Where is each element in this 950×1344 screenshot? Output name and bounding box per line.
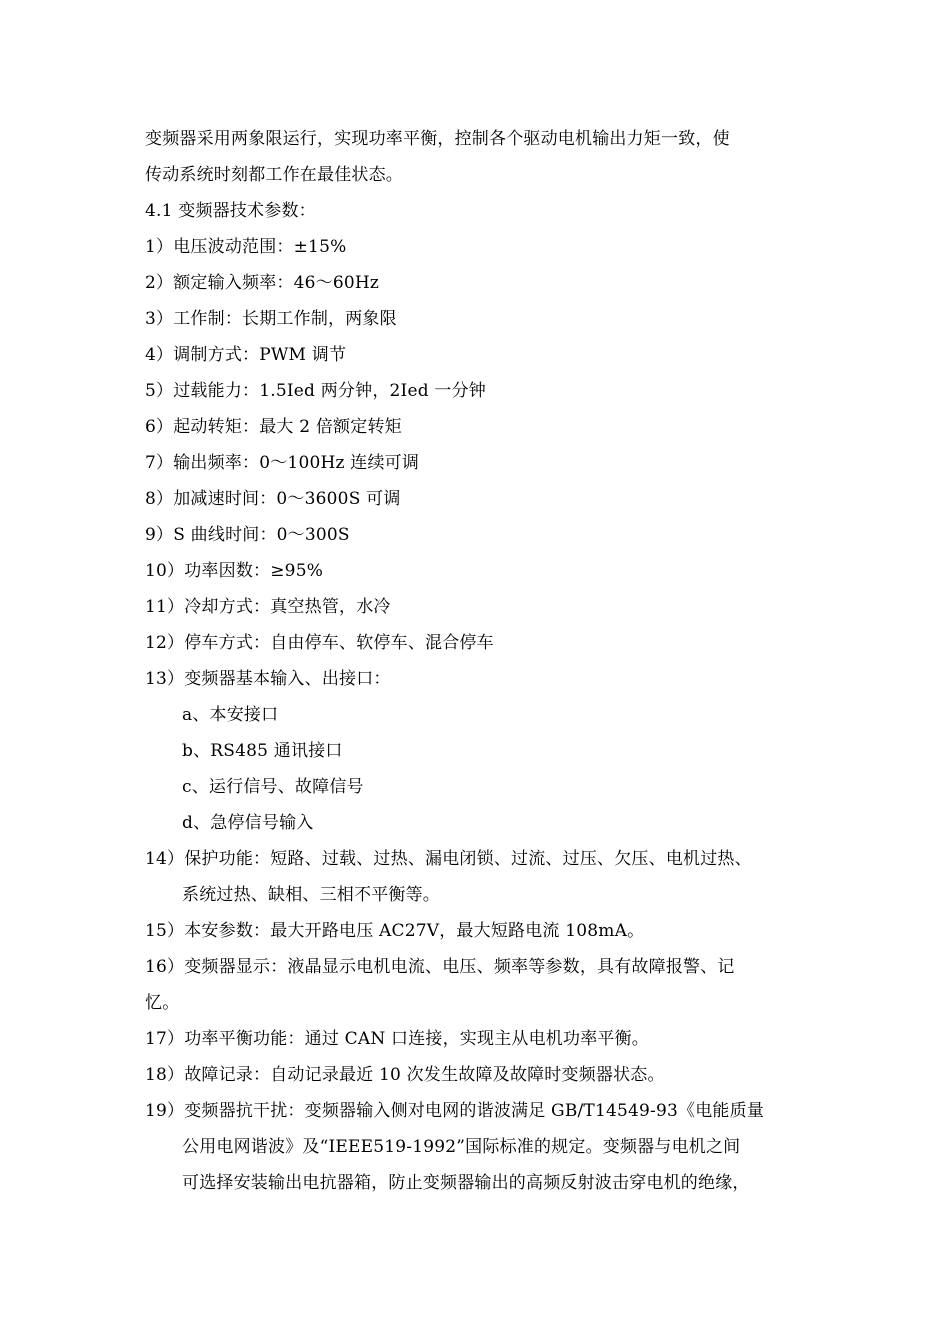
intro-line: 传动系统时刻都工作在最佳状态。 [145, 165, 403, 185]
param-item: 4）调制方式：PWM 调节 [145, 345, 347, 365]
param-item-16-cont: 忆。 [145, 993, 180, 1013]
param-item-16: 16）变频器显示：液晶显示电机电流、电压、频率等参数，具有故障报警、记 [145, 957, 735, 977]
param-item: 10）功率因数：≥95% [145, 561, 324, 581]
param-item-19: 19）变频器抗干扰：变频器输入侧对电网的谐波满足 GB/T14549-93《电能质量 [145, 1101, 765, 1121]
param-item: 8）加减速时间：0～3600S 可调 [145, 489, 401, 509]
param-item-14: 14）保护功能：短路、过载、过热、漏电闭锁、过流、过压、欠压、电机过热、 [145, 849, 752, 869]
param-item-19-cont: 可选择安装输出电抗器箱，防止变频器输出的高频反射波击穿电机的绝缘， [182, 1173, 750, 1193]
param-item: 6）起动转矩：最大 2 倍额定转矩 [145, 417, 402, 437]
param-item: 7）输出频率：0～100Hz 连续可调 [145, 453, 420, 473]
param-item-19-cont: 公用电网谐波》及“IEEE519-1992”国际标准的规定。变频器与电机之间 [182, 1137, 741, 1157]
param-item-17: 17）功率平衡功能：通过 CAN 口连接，实现主从电机功率平衡。 [145, 1029, 649, 1049]
param-item: 9）S 曲线时间：0～300S [145, 525, 350, 545]
param-item: 5）过载能力：1.5Ied 两分钟，2Ied 一分钟 [145, 381, 486, 401]
param-item: 13）变频器基本输入、出接口： [145, 669, 391, 689]
param-item-15: 15）本安参数：最大开路电压 AC27V，最大短路电流 108mA。 [145, 921, 645, 941]
intro-line: 变频器采用两象限运行，实现功率平衡，控制各个驱动电机输出力矩一致，使 [145, 129, 730, 149]
param-item: 12）停车方式：自由停车、软停车、混合停车 [145, 633, 494, 653]
interface-item: a、本安接口 [182, 705, 279, 725]
interface-item: c、运行信号、故障信号 [182, 777, 364, 797]
interface-item: d、急停信号输入 [182, 813, 314, 833]
param-item: 1）电压波动范围：±15% [145, 237, 347, 257]
interface-item: b、RS485 通讯接口 [182, 741, 343, 761]
param-item-18: 18）故障记录：自动记录最近 10 次发生故障及故障时变频器状态。 [145, 1065, 665, 1085]
document-body [145, 121, 810, 1201]
param-item: 3）工作制：长期工作制，两象限 [145, 309, 397, 329]
param-item: 11）冷却方式：真空热管，水冷 [145, 597, 391, 617]
section-heading: 4.1 变频器技术参数： [145, 201, 316, 221]
param-item-14-cont: 系统过热、缺相、三相不平衡等。 [182, 885, 440, 905]
param-item: 2）额定输入频率：46～60Hz [145, 273, 380, 293]
